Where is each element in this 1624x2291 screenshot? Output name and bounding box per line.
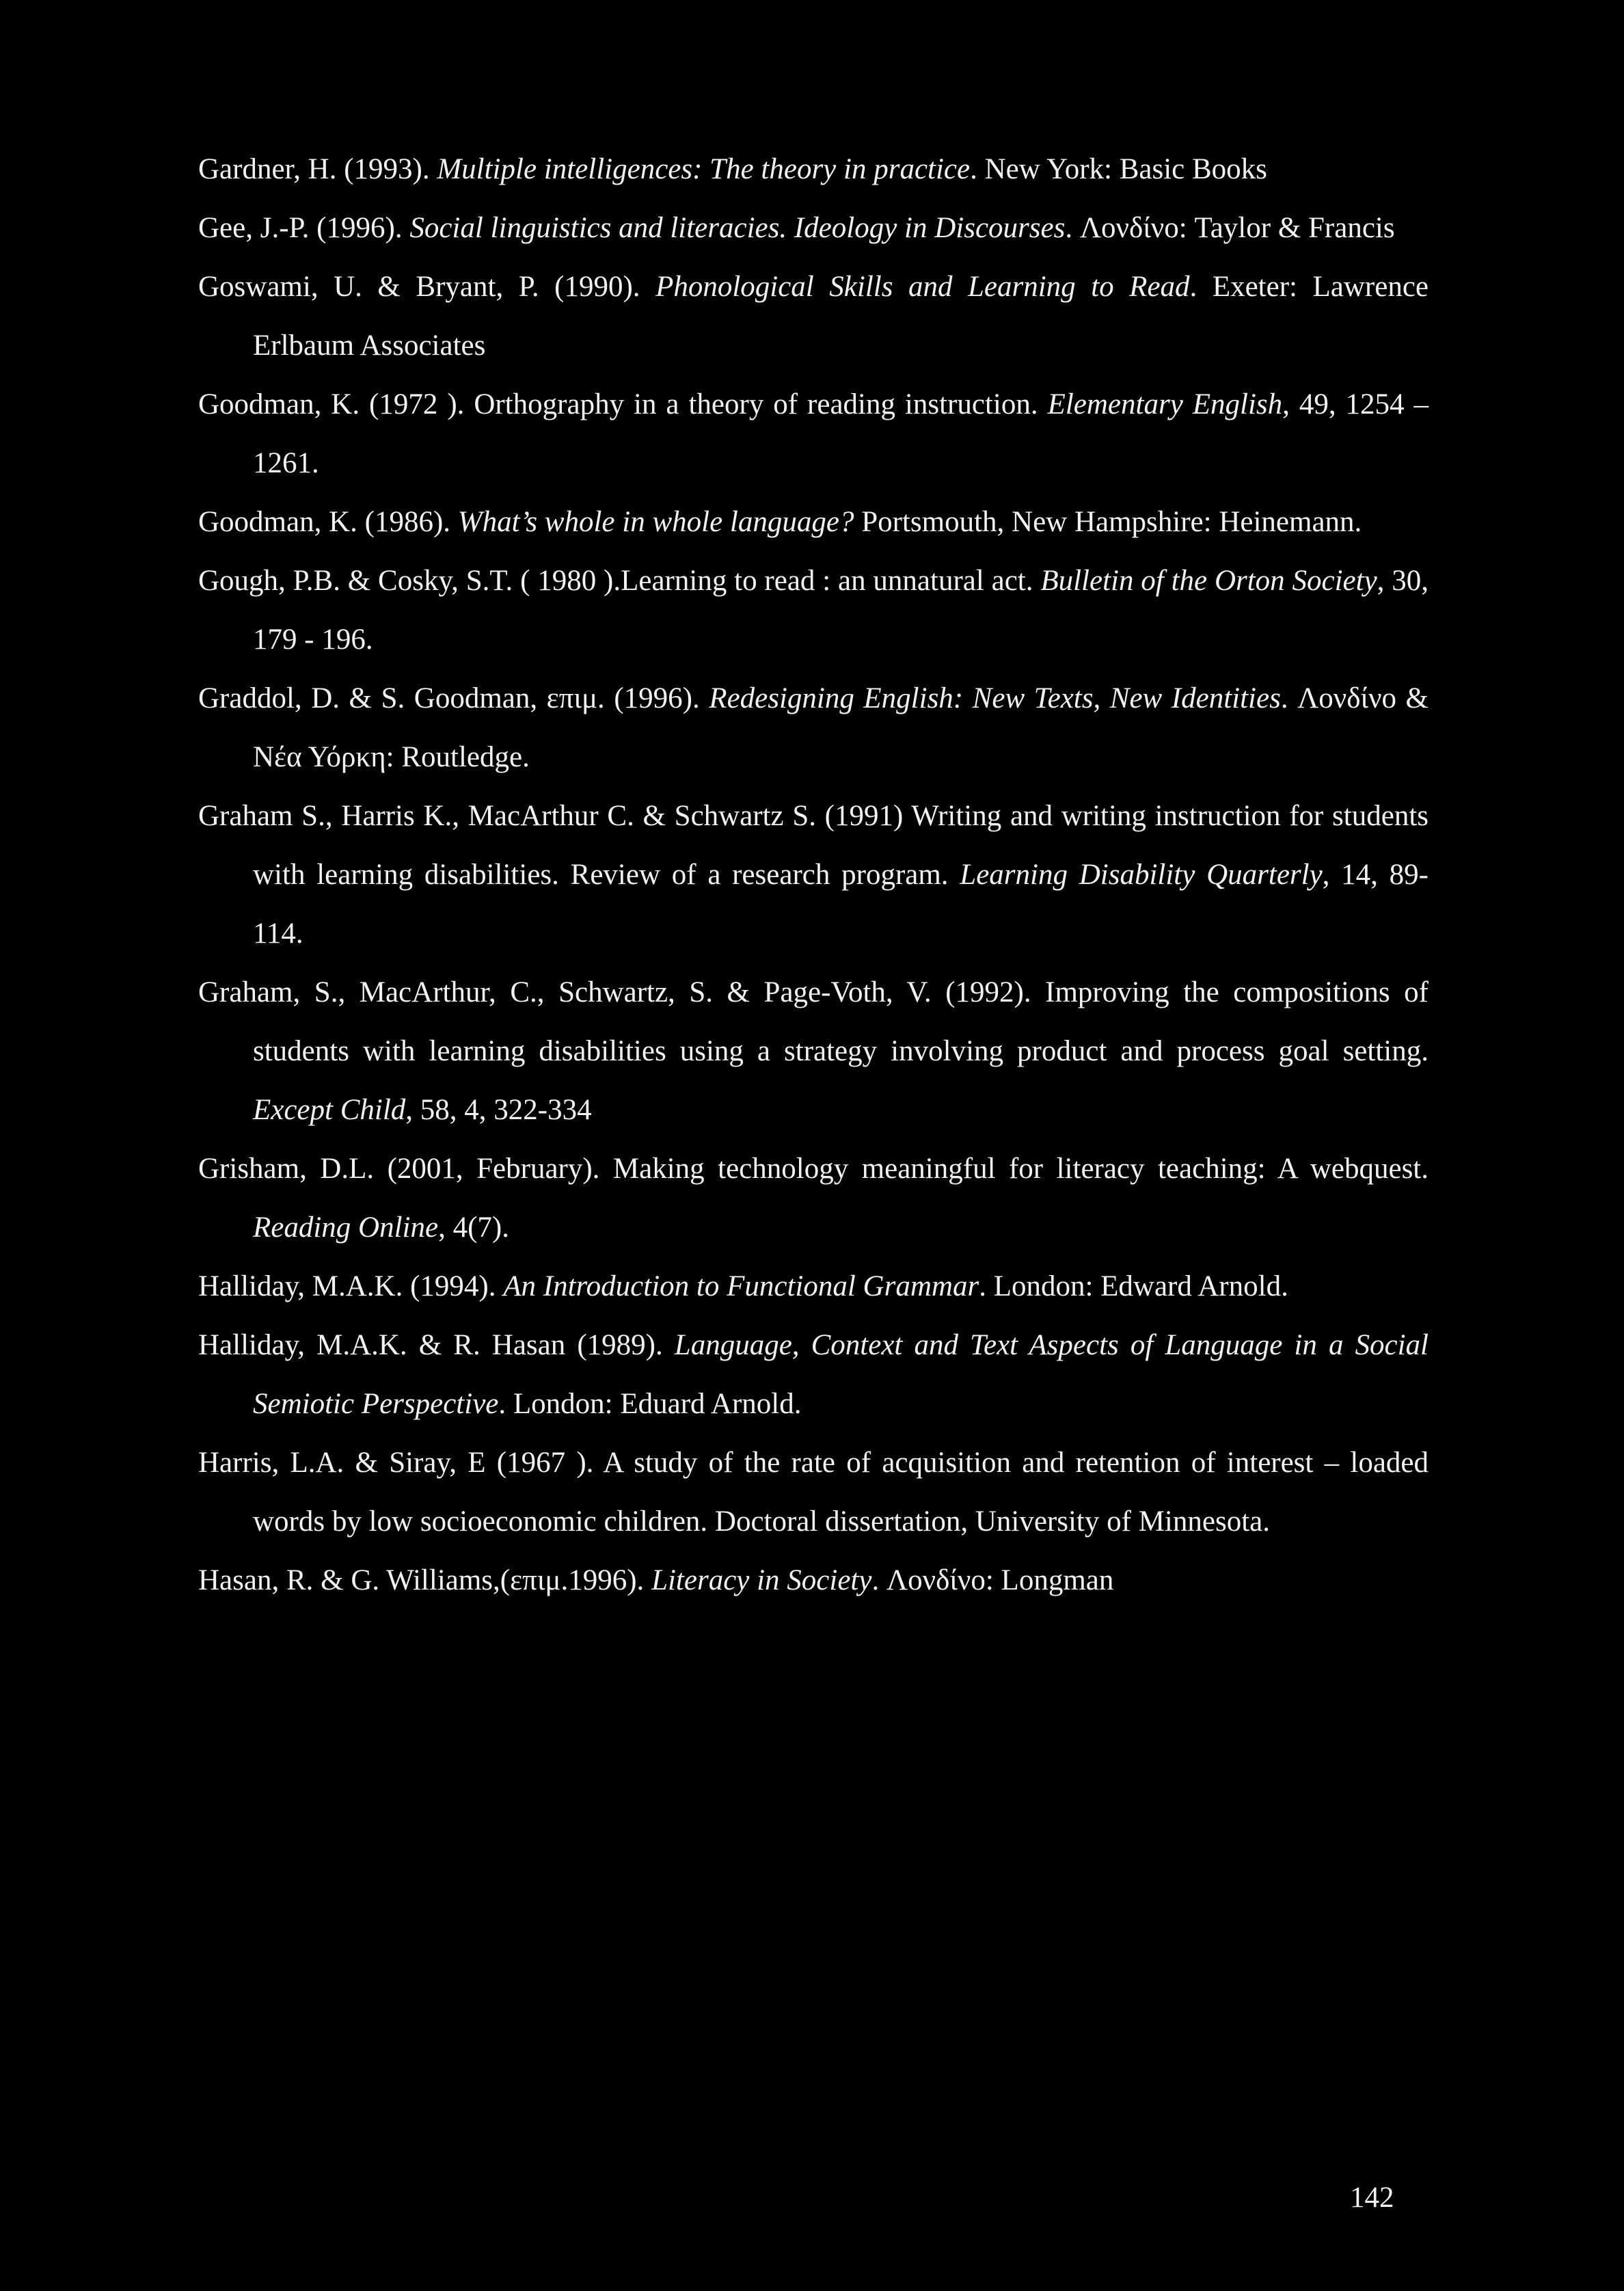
reference-text: Graham S., Harris K., MacArthur C. & Schwartz S. (1991) Writing and writing instruction for students with learning disabilities. Review of a research program. [198,800,1436,891]
reference-text: . New York: Basic Books [970,153,1267,185]
reference-entry [198,140,1429,199]
reference-title: Elementary English [1047,388,1283,420]
reference-text: . London: Eduard Arnold. [498,1388,802,1420]
reference-title: Learning Disability Quarterly [960,859,1323,891]
reference-title: Phonological Skills and Learning to Read [655,271,1190,303]
reference-entry [198,493,1429,552]
reference-text: Gough, P.B. & Cosky, S.T. ( 1980 ).Learning to read : an unnatural act. [198,565,1041,597]
reference-title: Bulletin of the Orton Society [1040,565,1377,597]
reference-text: Portsmouth, New Hampshire: Heinemann. [854,506,1362,538]
reference-title: Social linguistics and literacies. Ideology in Discourses [409,212,1066,244]
reference-entry [198,669,1436,787]
reference-title: Except Child [253,1094,406,1126]
reference-entry [198,375,1436,493]
reference-entry [198,787,1436,963]
page-number: 142 [1350,2182,1394,2214]
reference-entry [198,963,1436,1140]
reference-text: , 30, 179 - 196. [253,565,1436,656]
reference-text: Halliday, M.A.K. (1994). [198,1270,504,1302]
reference-text: , 4(7). [438,1211,509,1244]
reference-title: Reading Online [253,1211,439,1244]
reference-list [198,140,1436,1610]
reference-title: Redesigning English: New Texts, New Identities [709,682,1281,714]
reference-entry [198,1257,1429,1316]
reference-text: . Λονδίνο & Νέα Υόρκη: Routledge. [253,682,1436,773]
reference-text: , 14, 89-114. [253,859,1429,950]
reference-text: , 58, 4, 322-334 [405,1094,592,1126]
reference-title: An Introduction to Functional Grammar [503,1270,979,1302]
reference-entry [198,258,1436,375]
reference-text: Grisham, D.L. (2001, February). Making technology meaningful for literacy teaching: A webquest. [198,1153,1436,1185]
reference-text: . Λονδίνο: Taylor & Francis [1065,212,1395,244]
reference-text: Gardner, H. (1993). [198,153,437,185]
reference-entry [198,1316,1436,1434]
reference-text: . Λονδίνο: Longman [871,1564,1114,1596]
reference-text: Graddol, D. & S. Goodman, επιμ. (1996). [198,682,709,714]
reference-entry [198,1434,1436,1551]
reference-text: . Exeter: Lawrence Erlbaum Associates [253,271,1436,362]
reference-text: Goodman, K. (1972 ). Orthography in a theory of reading instruction. [198,388,1048,420]
reference-text: Gee, J.-P. (1996). [198,212,410,244]
reference-entry [198,1551,1429,1610]
reference-title: Literacy in Society [651,1564,872,1596]
reference-text: Halliday, M.A.K. & R. Hasan (1989). [198,1329,675,1361]
reference-text: Goswami, U. & Bryant, P. (1990). [198,271,656,303]
reference-text: , 49, 1254 – 1261. [253,388,1436,479]
reference-text: Hasan, R. & G. Williams,(επιμ.1996). [198,1564,652,1596]
reference-title: Multiple intelligences: The theory in practice [437,153,971,185]
reference-entry [198,1140,1436,1257]
reference-entry [198,199,1429,258]
reference-entry [198,552,1436,669]
reference-title: Language, Context and Text Aspects of Language in a Social Semiotic Perspective [253,1329,1436,1420]
reference-title: What’s whole in whole language? [457,506,854,538]
reference-text: Graham, S., MacArthur, C., Schwartz, S. & Page-Voth, V. (1992). Improving the compositions of students with learning disabilities using a strategy involving product and process goal setting. [198,976,1436,1067]
reference-text: Goodman, K. (1986). [198,506,458,538]
reference-text: Harris, L.A. & Siray, E (1967 ). A study of the rate of acquisition and retention of interest – loaded words by low socioeconomic children. Doctoral dissertation, University of Minnesota. [198,1447,1436,1538]
reference-text: . London: Edward Arnold. [979,1270,1288,1302]
